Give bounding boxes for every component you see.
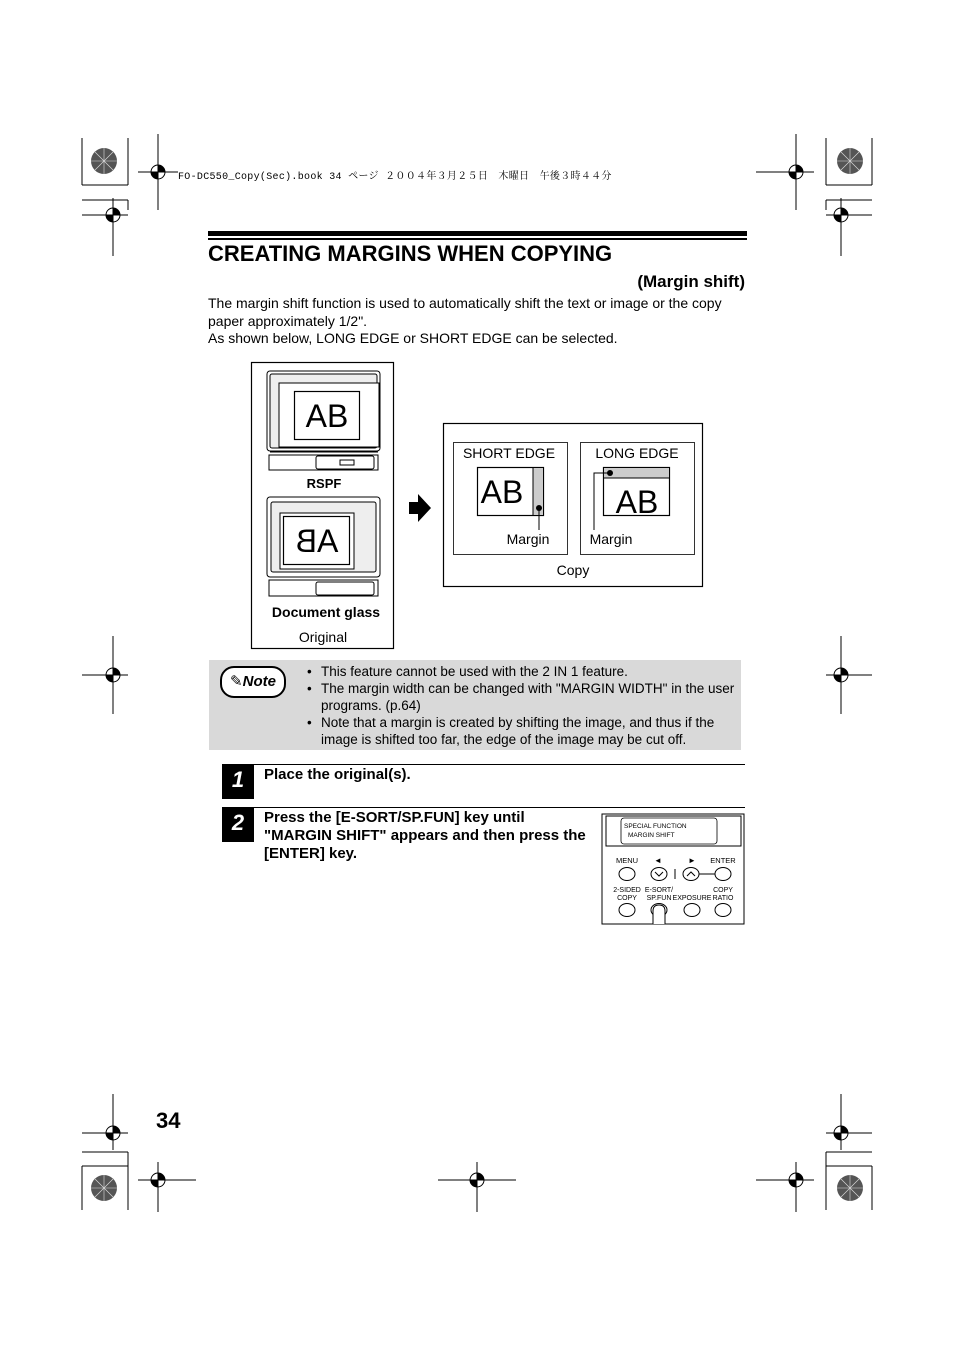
right-arrow-icon xyxy=(409,494,431,522)
copy-ratio-key xyxy=(715,904,731,917)
exposure-label: EXPOSURE xyxy=(672,895,712,902)
copy-ratio-label-1: COPY xyxy=(713,887,733,894)
enter-label: ENTER xyxy=(710,856,736,865)
display-line-1: SPECIAL FUNCTION xyxy=(624,823,687,830)
rspf-doc-letters: AB xyxy=(305,398,349,434)
step-divider-1 xyxy=(222,764,745,765)
exposure-key xyxy=(684,904,700,917)
margin-label-long: Margin xyxy=(589,531,633,547)
rspf-label: RSPF xyxy=(306,476,342,491)
enter-key xyxy=(715,868,731,881)
glass-doc-letters: AB xyxy=(295,523,339,559)
long-edge-label: LONG EDGE xyxy=(595,445,679,461)
note-badge xyxy=(220,666,286,698)
menu-key xyxy=(619,868,635,881)
copy-ratio-label-2: RATIO xyxy=(712,895,734,902)
short-edge-label: SHORT EDGE xyxy=(462,445,556,461)
step-number-1: 1 xyxy=(222,765,254,799)
margin-shift-illustration xyxy=(0,0,954,660)
long-edge-margin xyxy=(604,468,669,478)
page-title: CREATING MARGINS WHEN COPYING xyxy=(208,241,613,266)
operation-panel-illustration xyxy=(601,813,747,927)
print-file-info: FO-DC550_Copy(Sec).book 34 ページ ２００４年３月２５日 木曜日 午後３時４４分 xyxy=(178,172,612,183)
step-number-2: 2 xyxy=(222,808,254,842)
copy-label: Copy xyxy=(556,562,590,578)
left-key xyxy=(651,868,667,881)
two-sided-label-1: 2-SIDED xyxy=(613,887,641,894)
page-subtitle: (Margin shift) xyxy=(637,272,745,291)
document-glass-label: Document glass xyxy=(271,604,381,620)
display-line-2: MARGIN SHIFT xyxy=(628,832,675,839)
esort-label-2: SP.FUN xyxy=(646,895,672,902)
note-item: • Note that a margin is created by shifting the image, and thus if the image is shifted too far, the edge of the image may be cut off. xyxy=(307,714,737,748)
step-text-1: Place the original(s). xyxy=(264,766,411,783)
note-badge-label: Note xyxy=(242,673,276,690)
intro-paragraph-1: The margin shift function is used to automatically shift the text or image or the copy paper approximately 1/2". xyxy=(208,295,722,329)
long-edge-letters: AB xyxy=(615,484,659,520)
intro-paragraph-2: As shown below, LONG EDGE or SHORT EDGE can be selected. xyxy=(208,330,618,346)
right-arrow-label: ► xyxy=(688,856,696,865)
left-arrow-label: ◄ xyxy=(654,856,662,865)
page-number: 34 xyxy=(156,1108,181,1133)
menu-label: MENU xyxy=(615,856,639,865)
esort-label-1: E-SORT/ xyxy=(644,887,674,894)
step-text-2: Press the [E-SORT/SP.FUN] key until "MARGIN SHIFT" appears and then press the [ENTER] key. xyxy=(264,809,586,862)
short-edge-letters: AB xyxy=(480,474,524,510)
note-list xyxy=(307,663,737,748)
two-sided-key xyxy=(619,904,635,917)
note-item: • This feature cannot be used with the 2 IN 1 feature. xyxy=(307,663,737,680)
pencil-icon: ✎ xyxy=(230,673,243,690)
right-key xyxy=(683,868,699,881)
finger-icon xyxy=(653,905,665,924)
margin-label-short: Margin xyxy=(506,531,550,547)
step-divider-2 xyxy=(222,807,745,808)
panel-display xyxy=(621,818,717,844)
original-label: Original xyxy=(298,629,348,645)
note-item: • The margin width can be changed with "MARGIN WIDTH" in the user programs. (p.64) xyxy=(307,680,737,714)
two-sided-label-2: COPY xyxy=(617,895,637,902)
